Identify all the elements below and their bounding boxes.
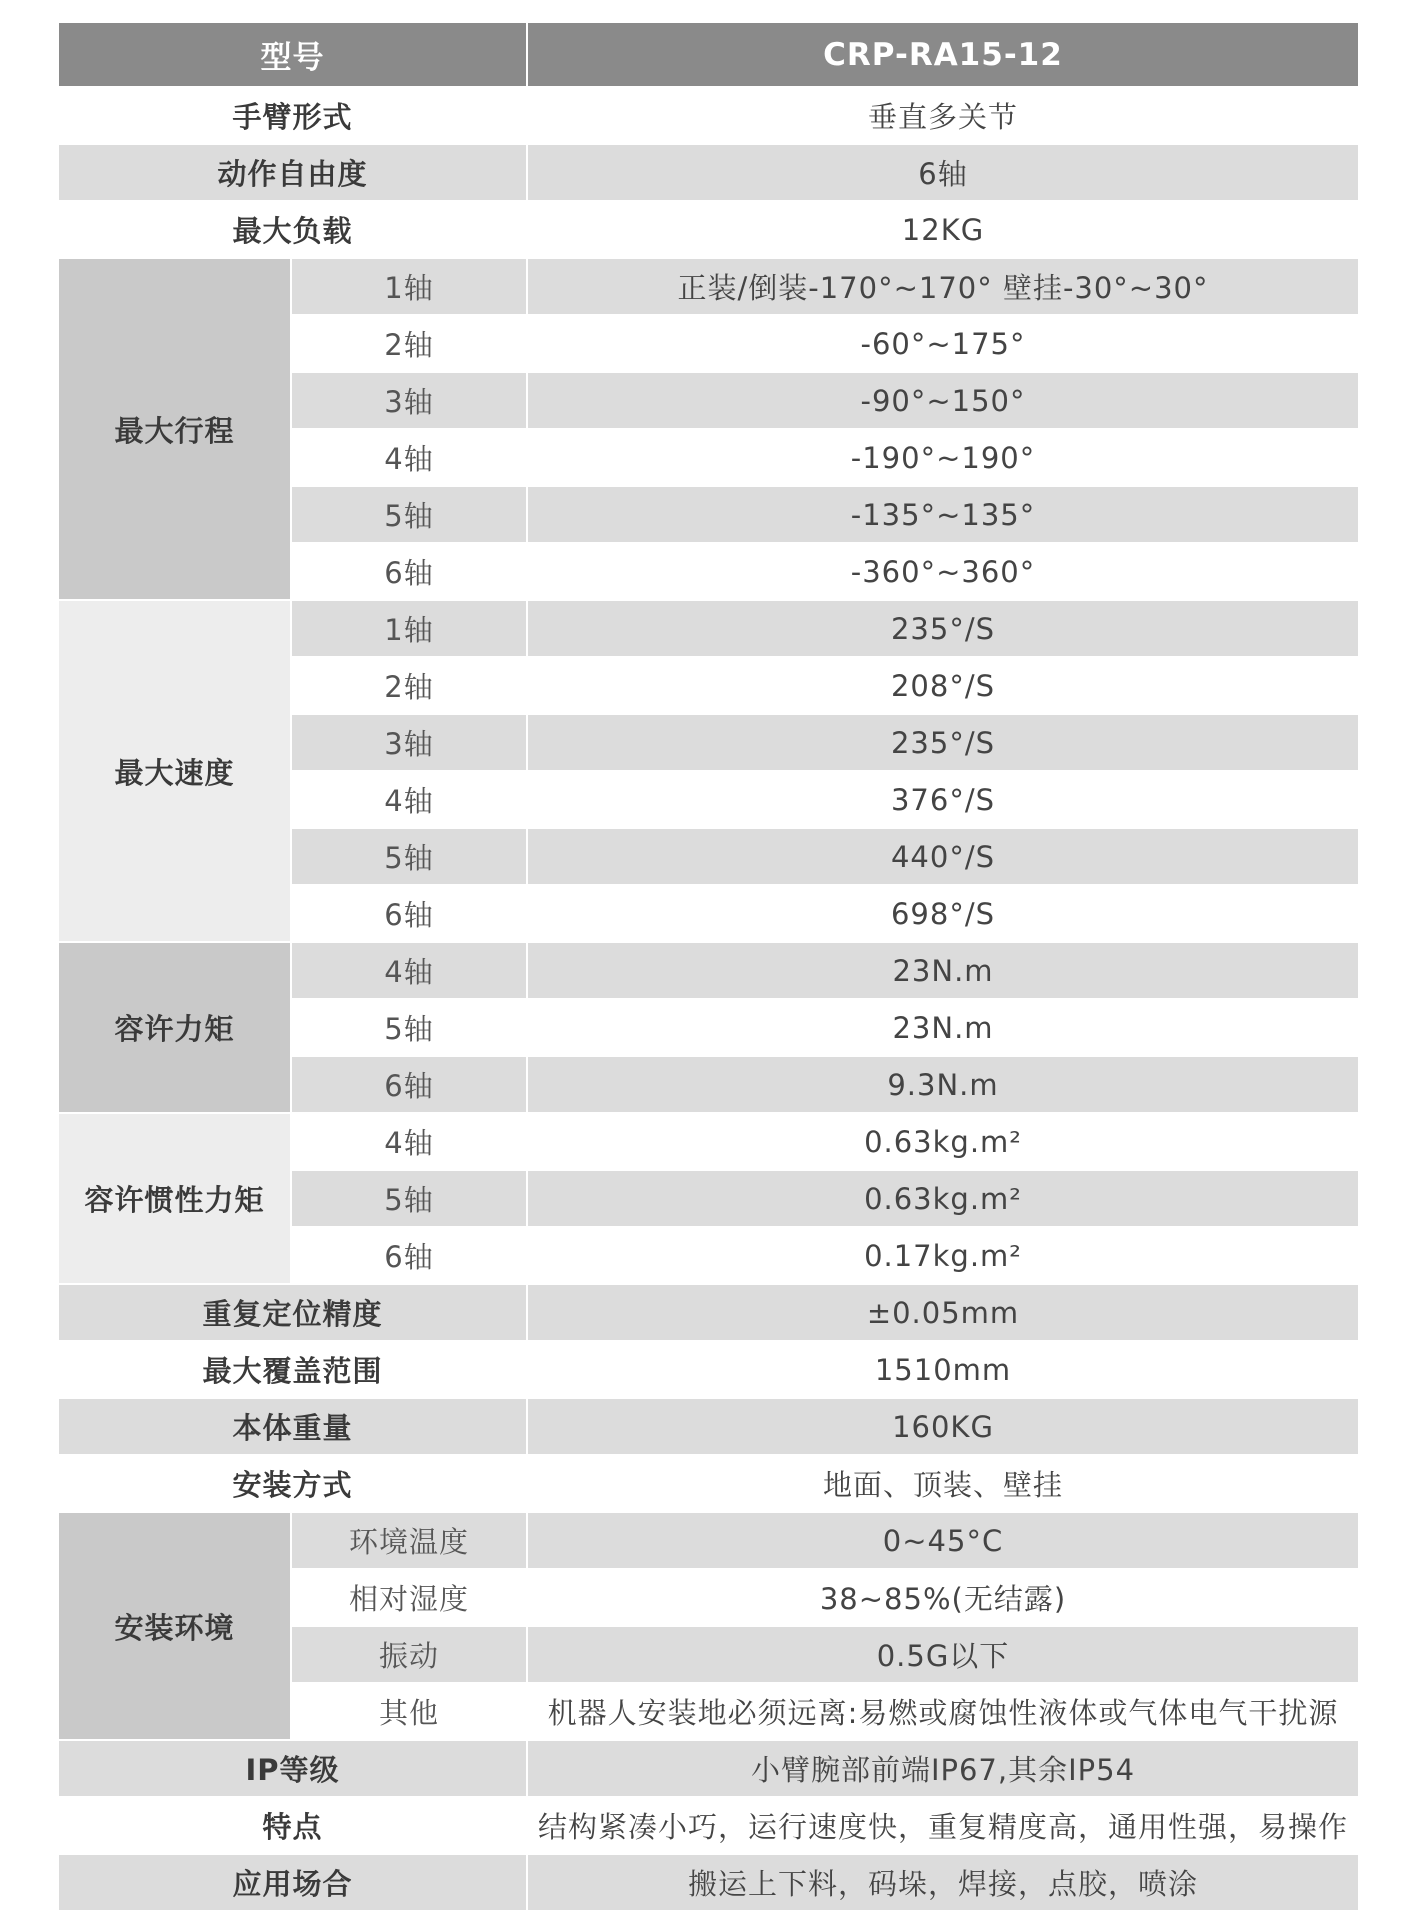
row-value: 1510mm [527,1341,1358,1398]
row-label: IP等级 [59,1740,527,1797]
axis-label: 5轴 [291,486,527,543]
axis-value: 376°/S [527,771,1358,828]
env-label: 振动 [291,1626,527,1683]
axis-value: 235°/S [527,600,1358,657]
table-row [59,1854,1358,1911]
axis-label: 6轴 [291,1056,527,1113]
axis-label: 5轴 [291,1170,527,1227]
axis-label: 3轴 [291,714,527,771]
axis-value: -190°~190° [527,429,1358,486]
table-row [59,1740,1358,1797]
env-value: 机器人安装地必须远离:易燃或腐蚀性液体或气体电气干扰源 [527,1683,1358,1740]
spec-table [59,23,1358,1912]
env-value: 0.5G以下 [527,1626,1358,1683]
axis-value: 698°/S [527,885,1358,942]
header-model-value: CRP-RA15-12 [527,23,1358,87]
table-row [59,1113,1358,1170]
axis-value: -60°~175° [527,315,1358,372]
row-label: 特点 [59,1797,527,1854]
row-value: 小臂腕部前端IP67,其余IP54 [527,1740,1358,1797]
row-value: 结构紧凑小巧，运行速度快，重复精度高，通用性强，易操作 [527,1797,1358,1854]
axis-value: 23N.m [527,999,1358,1056]
axis-value: 235°/S [527,714,1358,771]
axis-label: 4轴 [291,942,527,999]
row-label: 本体重量 [59,1398,527,1455]
axis-label: 6轴 [291,543,527,600]
axis-label: 1轴 [291,600,527,657]
axis-label: 4轴 [291,429,527,486]
row-value: 12KG [527,201,1358,258]
row-label: 手臂形式 [59,87,527,144]
axis-value: 9.3N.m [527,1056,1358,1113]
env-label: 其他 [291,1683,527,1740]
axis-label: 2轴 [291,657,527,714]
axis-value: -135°~135° [527,486,1358,543]
row-label: 安装方式 [59,1455,527,1512]
table-row [59,87,1358,144]
row-label: 重复定位精度 [59,1284,527,1341]
table-row [59,1797,1358,1854]
env-value: 38~85%(无结露) [527,1569,1358,1626]
table-row [59,600,1358,657]
row-value: 垂直多关节 [527,87,1358,144]
table-header [59,23,1358,87]
axis-label: 4轴 [291,771,527,828]
axis-value: 23N.m [527,942,1358,999]
axis-value: 0.63kg.m² [527,1170,1358,1227]
group-label-travel: 最大行程 [59,258,291,600]
row-value: 搬运上下料，码垛，焊接，点胶，喷涂 [527,1854,1358,1911]
group-label-inertia: 容许惯性力矩 [59,1113,291,1284]
axis-label: 3轴 [291,372,527,429]
table-row [59,1398,1358,1455]
table-row [59,144,1358,201]
axis-value: 正装/倒装-170°~170° 壁挂-30°~30° [527,258,1358,315]
row-label: 最大负载 [59,201,527,258]
table-row [59,258,1358,315]
axis-value: 0.63kg.m² [527,1113,1358,1170]
axis-label: 5轴 [291,828,527,885]
axis-value: -90°~150° [527,372,1358,429]
row-label: 最大覆盖范围 [59,1341,527,1398]
axis-label: 2轴 [291,315,527,372]
axis-label: 6轴 [291,1227,527,1284]
axis-label: 4轴 [291,1113,527,1170]
row-value: 6轴 [527,144,1358,201]
table-row [59,1341,1358,1398]
axis-label: 6轴 [291,885,527,942]
header-model-label: 型号 [59,23,527,87]
row-label: 动作自由度 [59,144,527,201]
env-label: 环境温度 [291,1512,527,1569]
group-label-torque: 容许力矩 [59,942,291,1113]
axis-label: 5轴 [291,999,527,1056]
axis-value: -360°~360° [527,543,1358,600]
row-value: 160KG [527,1398,1358,1455]
axis-label: 1轴 [291,258,527,315]
axis-value: 0.17kg.m² [527,1227,1358,1284]
group-label-speed: 最大速度 [59,600,291,942]
row-label: 应用场合 [59,1854,527,1911]
axis-value: 208°/S [527,657,1358,714]
axis-value: 440°/S [527,828,1358,885]
table-row [59,1512,1358,1569]
env-label: 相对湿度 [291,1569,527,1626]
table-row [59,1284,1358,1341]
env-value: 0~45°C [527,1512,1358,1569]
row-value: 地面、顶装、壁挂 [527,1455,1358,1512]
row-value: ±0.05mm [527,1284,1358,1341]
group-label-environment: 安装环境 [59,1512,291,1740]
table-row [59,1455,1358,1512]
table-row [59,201,1358,258]
table-row [59,942,1358,999]
